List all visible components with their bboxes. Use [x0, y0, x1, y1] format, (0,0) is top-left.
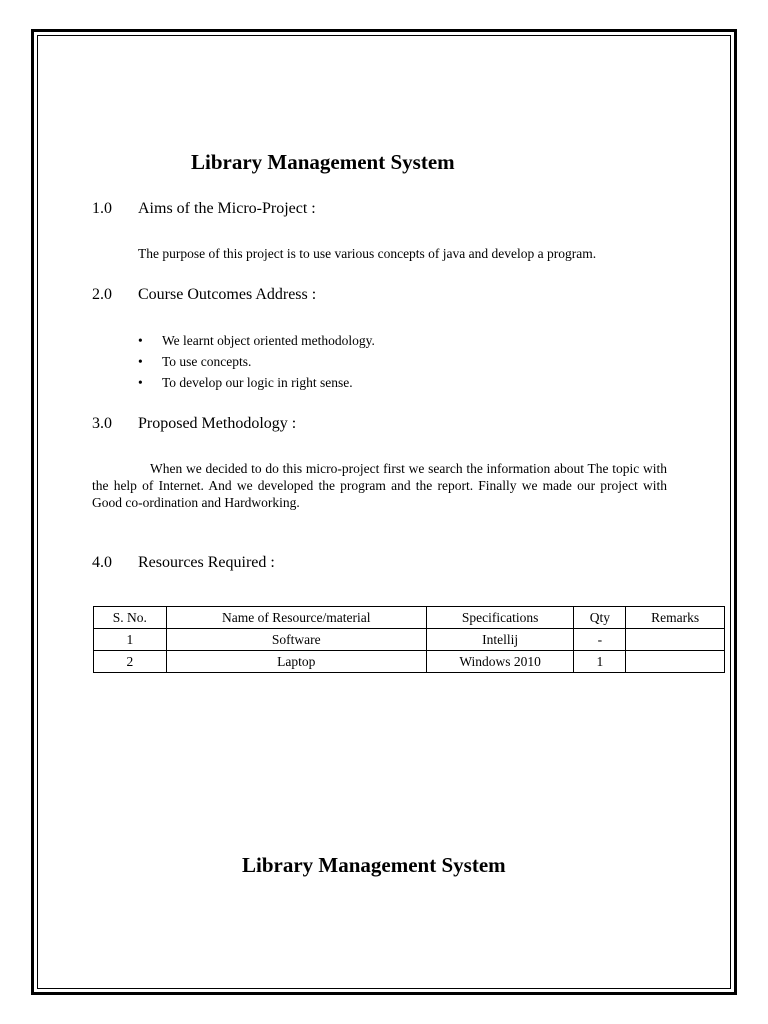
section-number: 2.0 — [92, 286, 112, 303]
list-item — [138, 374, 375, 395]
list-item-text: To use concepts. — [162, 354, 252, 369]
document-title: Library Management System — [191, 150, 455, 174]
section-heading-outcomes — [92, 286, 316, 304]
section-number: 1.0 — [92, 200, 112, 217]
column-header-specifications: Specifications — [426, 607, 574, 629]
section-title: Course Outcomes Address : — [138, 286, 317, 303]
list-item — [138, 332, 375, 353]
list-item-text: To develop our logic in right sense. — [162, 375, 353, 390]
bullet-icon: • — [138, 354, 143, 369]
section-heading-methodology — [92, 415, 296, 433]
table-cell-qty: 1 — [574, 651, 626, 673]
table-cell-sno: 2 — [94, 651, 167, 673]
table-cell-remarks — [626, 629, 725, 651]
table-cell-qty: - — [574, 629, 626, 651]
footer-title: Library Management System — [242, 853, 506, 877]
table-cell-specifications: Intellij — [426, 629, 574, 651]
page-border-inner — [37, 35, 731, 989]
section-heading-resources — [92, 554, 275, 572]
outcomes-list — [138, 332, 375, 395]
table-row — [94, 629, 725, 651]
aims-paragraph: The purpose of this project is to use various concepts of java and develop a program. — [138, 246, 597, 261]
table-header-row — [94, 607, 725, 629]
section-title: Proposed Methodology : — [138, 415, 297, 432]
table-row — [94, 651, 725, 673]
column-header-name: Name of Resource/material — [166, 607, 426, 629]
section-title: Resources Required : — [138, 554, 275, 571]
section-heading-aims — [92, 200, 316, 218]
bullet-icon: • — [138, 333, 143, 348]
list-item-text: We learnt object oriented methodology. — [162, 333, 375, 348]
table-cell-specifications: Windows 2010 — [426, 651, 574, 673]
section-number: 4.0 — [92, 554, 112, 571]
list-item — [138, 353, 375, 374]
resources-table — [93, 606, 725, 673]
table-cell-remarks — [626, 651, 725, 673]
methodology-paragraph: When we decided to do this micro-project first we search the information about The topic with the help of Internet. And we developed the program and the report. Finally we made our project with Good co-ordination and Hardworking. — [92, 461, 667, 510]
table-cell-name: Software — [166, 629, 426, 651]
table-cell-sno: 1 — [94, 629, 167, 651]
bullet-icon: • — [138, 375, 143, 390]
table-cell-name: Laptop — [166, 651, 426, 673]
section-number: 3.0 — [92, 415, 112, 432]
column-header-remarks: Remarks — [626, 607, 725, 629]
section-title: Aims of the Micro-Project : — [138, 200, 316, 217]
column-header-qty: Qty — [574, 607, 626, 629]
column-header-sno: S. No. — [94, 607, 167, 629]
